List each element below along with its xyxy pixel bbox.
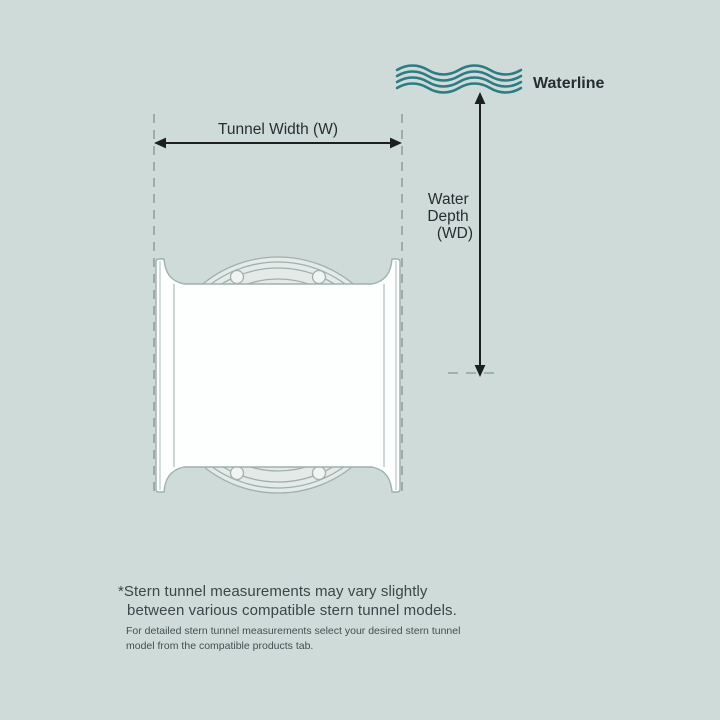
waterline-symbol bbox=[397, 66, 521, 93]
footnote-secondary-line1: For detailed stern tunnel measurements select your desired stern tunnel bbox=[126, 625, 461, 637]
water-depth-label-line: (WD) bbox=[436, 225, 473, 242]
water-depth-label-line: Depth bbox=[427, 208, 469, 225]
waterline-wave bbox=[397, 78, 521, 87]
tunnel-body bbox=[156, 259, 400, 492]
bolt-hole bbox=[231, 271, 244, 284]
footnote-secondary bbox=[126, 624, 460, 654]
waterline-wave bbox=[397, 66, 521, 75]
footnote-secondary-line2: model from the compatible products tab. bbox=[126, 640, 314, 652]
bolt-hole bbox=[231, 467, 244, 480]
arrowhead-down-icon bbox=[475, 365, 486, 377]
arrowhead-left-icon bbox=[154, 138, 166, 149]
water-depth-label-line: Water bbox=[427, 191, 469, 208]
arrowhead-up-icon bbox=[475, 92, 486, 104]
tunnel-width-label: Tunnel Width (W) bbox=[217, 121, 339, 138]
waterline-wave bbox=[397, 84, 521, 93]
footnote-primary-line2: between various compatible stern tunnel models. bbox=[127, 602, 457, 619]
footnote-primary-line1: *Stern tunnel measurements may vary slightly bbox=[118, 583, 428, 600]
bolt-hole bbox=[313, 467, 326, 480]
arrowhead-right-icon bbox=[390, 138, 402, 149]
footnote-primary bbox=[118, 582, 457, 620]
waterline-wave bbox=[397, 72, 521, 81]
bolt-hole bbox=[313, 271, 326, 284]
waterline-label: Waterline bbox=[533, 75, 605, 92]
water-depth-label bbox=[427, 191, 473, 242]
tunnel-width-dimension bbox=[154, 138, 402, 149]
water-depth-dimension bbox=[475, 92, 486, 377]
